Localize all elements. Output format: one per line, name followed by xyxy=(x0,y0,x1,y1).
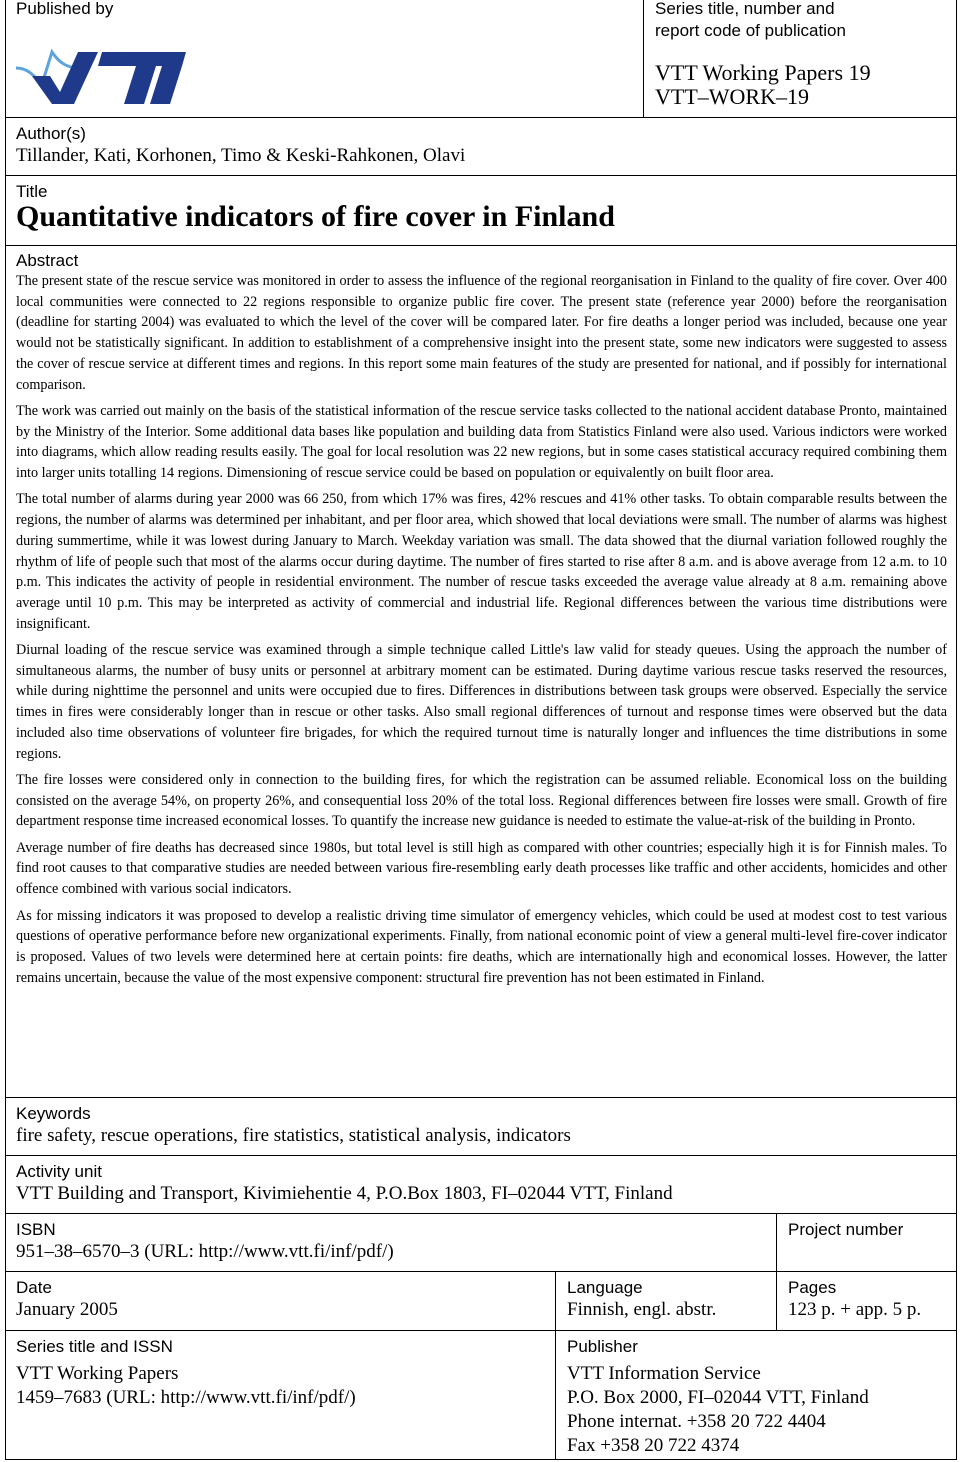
date-bottom-line xyxy=(5,1330,957,1331)
title-label: Title xyxy=(16,182,48,201)
publisher-label: Publisher xyxy=(567,1337,638,1356)
frame-left-border xyxy=(5,0,6,1460)
published-by-label: Published by xyxy=(16,0,114,18)
document-title: Quantitative indicators of fire cover in Finland xyxy=(16,200,615,233)
abstract-label: Abstract xyxy=(16,251,79,270)
language-divider xyxy=(555,1271,556,1460)
keywords-label: Keywords xyxy=(16,1104,91,1123)
abstract-paragraph: The present state of the rescue service was monitored in order to assess the influence of the regional reorganisation in Finland to the quality of fire cover. Over 400 local communities were connected to 22 regions responsible to organize public fire cover. The present state (reference year 2000) before the reorganisation (deadline for starting 2004) was evaluated to which the level of the cover will be compared later. For fire deaths a longer period was included, because one year would not be statistically significant. In addition to establishment of a comprehensive insight into the present state, some new indicators were suggested to assess the cover of rescue service at different times and regions. In this report some main features of the study are presented for national, and if possibly for international comparison. xyxy=(16,273,947,393)
publisher-line: P.O. Box 2000, FI–02044 VTT, Finland xyxy=(567,1387,869,1408)
publisher-line: Fax +358 20 722 4374 xyxy=(567,1435,740,1456)
authors-label: Author(s) xyxy=(16,124,86,143)
abstract-paragraph: As for missing indicators it was proposed to develop a realistic driving time simulator of emergency vehicles, which could be used at modest cost to test various questions of operative performance before new organizational experiments. Finally, from national economic point of view a general multi-level fire-cover indicator is proposed. Values of two levels were determined here at certain points: fire deaths, which are internationally high and economical losses. However, the latter remains uncertain, because the value of the most expensive component: structural fire prevention has not been estimated in Finland. xyxy=(16,907,947,986)
series-title-issn-line: 1459–7683 (URL: http://www.vtt.fi/inf/pdf/) xyxy=(16,1387,356,1408)
language-value: Finnish, engl. abstr. xyxy=(567,1299,717,1320)
series-title-issn-label: Series title and ISSN xyxy=(16,1337,173,1356)
title-bottom-line xyxy=(5,245,957,246)
isbn-bottom-line xyxy=(5,1271,957,1272)
abstract-body xyxy=(16,271,947,994)
series-label-line: report code of publication xyxy=(655,21,846,40)
series-title-issn-line: VTT Working Papers xyxy=(16,1363,179,1384)
date-value: January 2005 xyxy=(16,1299,118,1320)
publisher-value xyxy=(567,1362,869,1458)
series-report-code-label xyxy=(655,0,846,42)
activity-unit-value: VTT Building and Transport, Kivimiehentie 4, P.O.Box 1803, FI–02044 VTT, Finland xyxy=(16,1183,673,1204)
abstract-bottom-line xyxy=(5,1097,957,1098)
abstract-paragraph: The fire losses were considered only in connection to the building fires, for which the registration can be assumed reliable. Economical loss on the building consisted on the average 54%, on property 26%, and consequential loss 20% of the total loss. Regional differences between fire losses were small. Growth of fire department response time increased economical losses. To quantify the increase new guidance is needed to estimate the value-at-risk of the building in Pronto. xyxy=(16,771,947,830)
series-label-line: Series title, number and xyxy=(655,0,835,18)
pages-label: Pages xyxy=(788,1278,837,1297)
pages-value: 123 p. + app. 5 p. xyxy=(788,1299,922,1320)
project-number-label: Project number xyxy=(788,1220,904,1239)
abstract-paragraph: The work was carried out mainly on the basis of the statistical information of the rescue service tasks collected to the national accident database Pronto, maintained by the Ministry of the Interior. Some additional data bases like population and building data from Statistics Finland were also used. Various indictors were worked into diagrams, which allow reading results easily. The goal for local resolution was 22 new regions, but in some cases statistical accuracy required combining them into larger units totalling 14 regions. Dimensioning of rescue service could be based on population or equivalently on built floor area. xyxy=(16,402,947,482)
header-divider xyxy=(643,0,644,117)
series-title-issn-value xyxy=(16,1362,356,1410)
activity-bottom-line xyxy=(5,1213,957,1214)
keywords-bottom-line xyxy=(5,1155,957,1156)
language-label: Language xyxy=(567,1278,643,1297)
isbn-label: ISBN xyxy=(16,1220,56,1239)
abstract-paragraph: Diurnal loading of the rescue service was examined through a simple technique called Little's law valid for steady queues. Using the approach the number of simultaneous alarms, the number of busy units or personnel at arbitrary moment can be estimated. During daytime various rescue tasks reserved the resources, while during nighttime the personnel and units were occupied due to fires. Differences in distributions between task groups were observed. Especially the service times in fires were considerably longer than in rescue or other tasks. Also small regional differences of turnout and response times were observed but the data included also time observations of volunteer fire brigades, for which the required turnout time is naturally longer and influences the time distributions in some regions. xyxy=(16,642,947,762)
pages-divider xyxy=(776,1213,777,1330)
abstract-paragraph: Average number of fire deaths has decreased since 1980s, but total level is still high as compared with other countries; especially high it is for Finnish males. To find root causes to that comparative studies are needed between various fire-resembling early death processes like traffic and other accidents, homicides and other offence combined with various social indicators. xyxy=(16,839,947,898)
series-value-line: VTT–WORK–19 xyxy=(655,84,809,109)
isbn-value: 951–38–6570–3 (URL: http://www.vtt.fi/inf/pdf/) xyxy=(16,1241,394,1262)
activity-unit-label: Activity unit xyxy=(16,1162,102,1181)
frame-bottom-border xyxy=(5,1459,957,1460)
series-value-line: VTT Working Papers 19 xyxy=(655,60,871,85)
series-report-code-value xyxy=(655,61,871,109)
vtt-logo xyxy=(16,46,186,106)
publisher-line: Phone internat. +358 20 722 4404 xyxy=(567,1411,826,1432)
frame-right-border xyxy=(956,0,957,1460)
abstract-paragraph: The total number of alarms during year 2000 was 66 250, from which 17% was fires, 42% rescues and 41% other tasks. To obtain comparable results between the regions, the number of alarms was determined per inhabitant, and per floor area, which showed that local deviations were small. The number of alarms was highest during summertime, while it was lowest during January to March. Weekday variation was small. The data showed that the diurnal variation followed roughly the rhythm of life of people such that most of the alarms occur during daytime. The number of fires started to rise after 8 a.m. and is above average from 12 a.m. to 10 p.m. This indicates the activity of people in residential environment. The number of rescue tasks exceeded the average value already at 8 a.m. remaining above average until 10 p.m. This may be interpreted as activity of commercial and industrial life. Regional differences between the various time distributions were insignificant. xyxy=(16,491,947,632)
authors-bottom-line xyxy=(5,175,957,176)
keywords-value: fire safety, rescue operations, fire statistics, statistical analysis, indicators xyxy=(16,1125,571,1146)
header-bottom-line xyxy=(5,117,957,118)
authors-value: Tillander, Kati, Korhonen, Timo & Keski-Rahkonen, Olavi xyxy=(16,145,466,166)
publisher-line: VTT Information Service xyxy=(567,1363,761,1384)
date-label: Date xyxy=(16,1278,52,1297)
